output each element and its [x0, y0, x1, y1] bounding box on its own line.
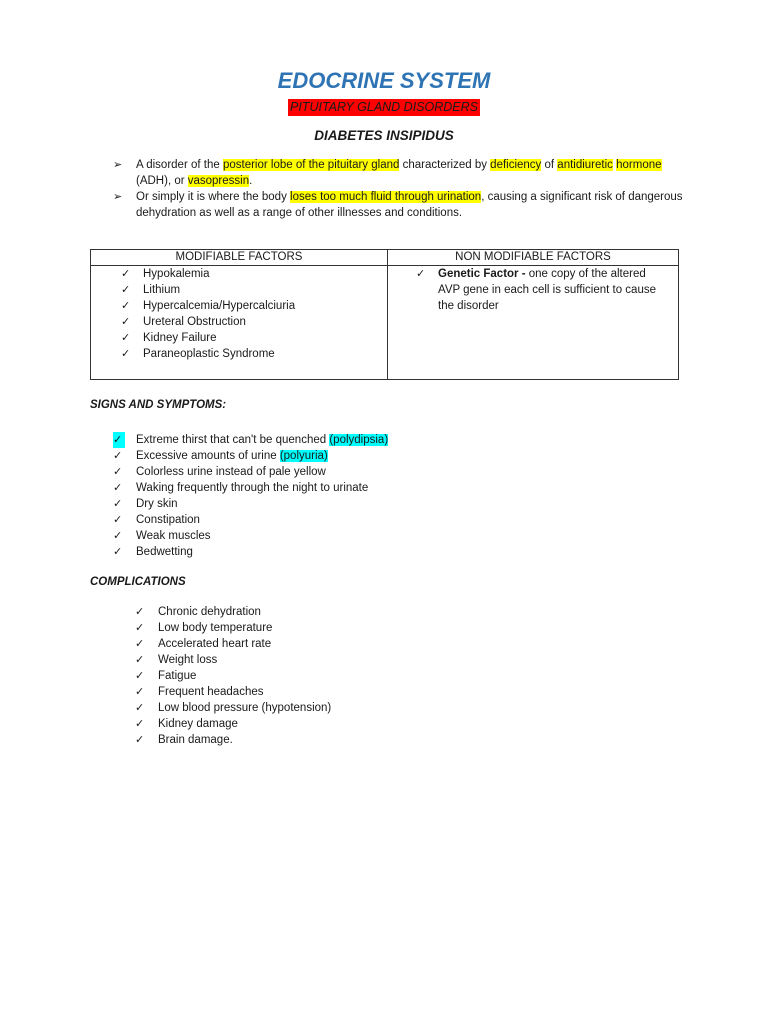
check-icon: ✓ [113, 432, 125, 448]
bullet-text: (ADH), or [136, 175, 188, 187]
item-text: Weak muscles [136, 530, 211, 542]
highlight: loses too much fluid through urination [290, 191, 482, 203]
list-item [135, 668, 331, 684]
document-subtitle: PITUITARY GLAND DISORDERS [290, 100, 478, 114]
item-text: Brain damage. [158, 734, 233, 746]
highlight: posterior lobe of the pituitary gland [222, 159, 400, 171]
list-item [113, 448, 388, 464]
list-item [113, 464, 388, 480]
list-item [135, 684, 331, 700]
table-header-row [91, 250, 679, 266]
highlight: hormone [616, 159, 662, 171]
list-item [135, 716, 331, 732]
bullet-text: , causing a significant risk of dangerous dehydration as well as a range of other illnesses and conditions. [136, 191, 683, 219]
list-item [113, 432, 388, 448]
complications-title: COMPLICATIONS [90, 576, 186, 588]
list-item [135, 700, 331, 716]
genetic-factor-text: one copy of the altered AVP gene in each cell is sufficient to cause the disorder [438, 268, 656, 312]
list-item [113, 528, 388, 544]
list-item [135, 604, 331, 620]
highlight: vasopressin [187, 175, 250, 187]
item-text: Accelerated heart rate [158, 638, 272, 650]
item-text: Extreme thirst that can't be quenched [136, 434, 330, 446]
item-text: Frequent headaches [158, 686, 264, 698]
header-non-modifiable: NON MODIFIABLE FACTORS [388, 250, 679, 266]
check-icon: ✓ [121, 332, 131, 344]
bullet-text: Or simply it is where the body [136, 191, 291, 203]
item-text: Lithium [143, 284, 181, 296]
item-text: Dry skin [136, 498, 178, 510]
item-text: Colorless urine instead of pale yellow [136, 466, 326, 478]
check-icon: ✓ [121, 284, 131, 296]
arrow-bullet-icon: ➢ [113, 191, 123, 203]
item-text: Kidney damage [158, 718, 238, 730]
header-modifiable: MODIFIABLE FACTORS [91, 250, 388, 266]
check-icon: ✓ [113, 466, 123, 478]
check-icon: ✓ [121, 300, 131, 312]
check-icon: ✓ [121, 268, 131, 280]
list-item [91, 346, 387, 362]
check-icon: ✓ [416, 268, 426, 280]
bullet-definition [113, 157, 693, 189]
list-item [135, 732, 331, 748]
subtitle-wrap [0, 98, 768, 116]
list-item [91, 266, 387, 282]
non-modifiable-cell [388, 266, 679, 380]
modifiable-cell [91, 266, 388, 380]
check-icon: ✓ [121, 348, 131, 360]
item-text: Kidney Failure [143, 332, 217, 344]
item-tag: (polydipsia) [329, 434, 389, 446]
list-item [113, 480, 388, 496]
list-item [135, 652, 331, 668]
item-text: Waking frequently through the night to urinate [136, 482, 369, 494]
check-icon: ✓ [135, 654, 145, 666]
check-icon: ✓ [113, 530, 123, 542]
list-item [113, 512, 388, 528]
item-text: Constipation [136, 514, 200, 526]
highlight: antidiuretic [557, 159, 613, 171]
bullet-text: of [541, 159, 558, 171]
document-title: EDOCRINE SYSTEM [277, 68, 491, 93]
check-icon: ✓ [135, 606, 145, 618]
modifiable-list [91, 266, 387, 362]
list-item [113, 496, 388, 512]
check-icon: ✓ [113, 450, 123, 462]
list-item [91, 282, 387, 298]
check-icon: ✓ [135, 670, 145, 682]
signs-list [113, 432, 388, 560]
item-tag: (polyuria) [279, 450, 328, 462]
item-text: Low body temperature [158, 622, 273, 634]
item-text: Low blood pressure (hypotension) [158, 702, 332, 714]
definition-bullets [113, 157, 693, 221]
check-icon: ✓ [135, 718, 145, 730]
item-text: Weight loss [158, 654, 218, 666]
bullet-text: A disorder of the [136, 159, 223, 171]
check-icon: ✓ [113, 498, 123, 510]
item-text: Paraneoplastic Syndrome [143, 348, 275, 360]
item-text: Fatigue [158, 670, 197, 682]
check-icon: ✓ [135, 734, 145, 746]
bullet-text: . [249, 175, 253, 187]
bullet-text: characterized by [399, 159, 491, 171]
check-icon: ✓ [135, 702, 145, 714]
genetic-factor-label: Genetic Factor - [438, 268, 526, 280]
item-text: Hypokalemia [143, 268, 210, 280]
list-item [135, 636, 331, 652]
table-row [91, 266, 679, 380]
section-heading: DIABETES INSIPIDUS [314, 128, 454, 143]
item-text: Hypercalcemia/Hypercalciuria [143, 300, 296, 312]
check-icon: ✓ [135, 622, 145, 634]
check-icon: ✓ [135, 638, 145, 650]
item-text: Bedwetting [136, 546, 193, 558]
highlight: deficiency [490, 159, 542, 171]
arrow-bullet-icon: ➢ [113, 159, 123, 171]
list-item [91, 314, 387, 330]
bullet-simple-definition [113, 189, 693, 221]
item-text: Chronic dehydration [158, 606, 261, 618]
item-text: Ureteral Obstruction [143, 316, 246, 328]
factors-table [90, 249, 679, 380]
genetic-factor-item [388, 266, 678, 314]
list-item [135, 620, 331, 636]
list-item [113, 544, 388, 560]
list-item [91, 330, 387, 346]
check-icon: ✓ [113, 546, 123, 558]
check-icon: ✓ [113, 514, 123, 526]
check-icon: ✓ [135, 686, 145, 698]
list-item [91, 298, 387, 314]
signs-title: SIGNS AND SYMPTOMS: [90, 399, 227, 411]
item-text: Excessive amounts of urine [136, 450, 280, 462]
check-icon: ✓ [113, 482, 123, 494]
check-icon: ✓ [121, 316, 131, 328]
complications-list [135, 604, 331, 748]
